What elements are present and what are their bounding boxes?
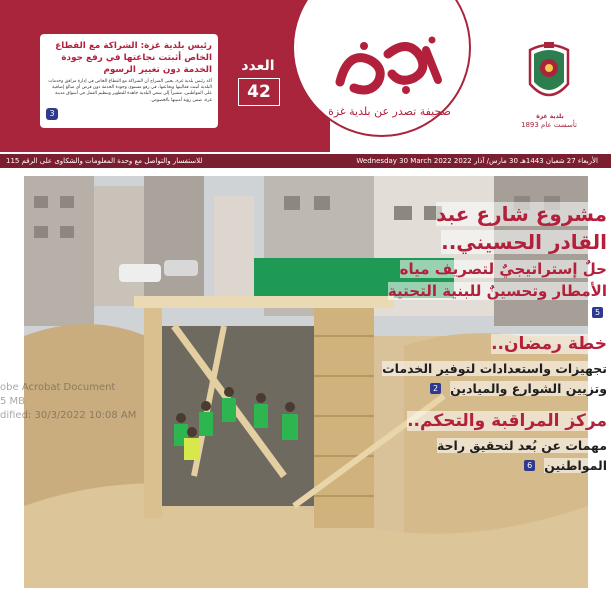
featured-news-box[interactable] <box>40 34 218 128</box>
headline-subtitle: تجهيزات واستعدادات لتوفير الخدمات وتزيين الشوارع والميادين <box>382 361 607 396</box>
headline-title: مركز المراقبة والتحكم.. <box>407 411 607 431</box>
page-badge: 2 <box>430 383 441 394</box>
logo-subtitle: صحيفة تصدر عن بلدية غزة <box>328 105 451 118</box>
gaza-logo-icon <box>330 30 450 100</box>
file-tooltip-overlay: obe Acrobat Document 5 MB dified: 30/3/2022 10:08 AM <box>0 382 137 421</box>
issue-label: العدد <box>241 58 275 74</box>
headline-title: مشروع شارع عبد القادر الحسيني.. <box>436 202 607 254</box>
issue-number: 42 <box>238 78 280 106</box>
headline-subtitle: مهمات عن بُعد لتحقيق راحة المواطنين <box>436 438 607 473</box>
cover-headlines <box>377 200 607 481</box>
masthead <box>0 0 611 152</box>
crest-text: بلدية غزة <box>536 113 564 120</box>
featured-news-body: أكد رئيس بلدية غزة، يحيى السراج أن الشراكة مع القطاع الخاص في إدارة مرافق وخدمات البلدية أثبتت فعاليتها ونجاعتها، في رفع مستوى وجودة الخدمة دون فرض أي مبالغ إضافية على المواطنين، مشيراً إلى سعي البلدية جاهدة للتطوير وتنظيم العمل في أسواق مدينة غزة، ضمن رؤية أمنيتها بالخصوص. <box>48 79 212 103</box>
municipality-crest-icon <box>524 40 574 112</box>
headline-block[interactable] <box>377 200 607 321</box>
headline-title: خطة رمضان.. <box>491 334 607 354</box>
page-badge: 6 <box>524 460 535 471</box>
headline-block[interactable] <box>377 333 607 398</box>
page-badge: 3 <box>46 108 58 120</box>
issue-date: الأربعاء 27 شعبان 1443هـ 30 مارس/ آذار 2022 Wednesday 30 March 2022 <box>356 157 598 165</box>
contact-line: للاستفسار والتواصل مع وحدة المعلومات والشكاوى على الرقم 115 <box>6 157 203 165</box>
featured-news-title: رئيس بلدية غزة: الشراكة مع القطاع الخاص أثبتت نجاعتها في رفع جودة الخدمة دون تغيير الرسوم <box>55 41 212 75</box>
headline-subtitle: حلٌ إستراتيجيٌ لتصريف مياه الأمطار وتحسينٌ للبنية التحتية <box>387 260 607 300</box>
headline-block[interactable] <box>377 410 607 475</box>
page-badge: 5 <box>592 307 603 318</box>
founded-text: تأسست عام 1893 <box>521 121 577 129</box>
info-bar <box>0 154 611 168</box>
